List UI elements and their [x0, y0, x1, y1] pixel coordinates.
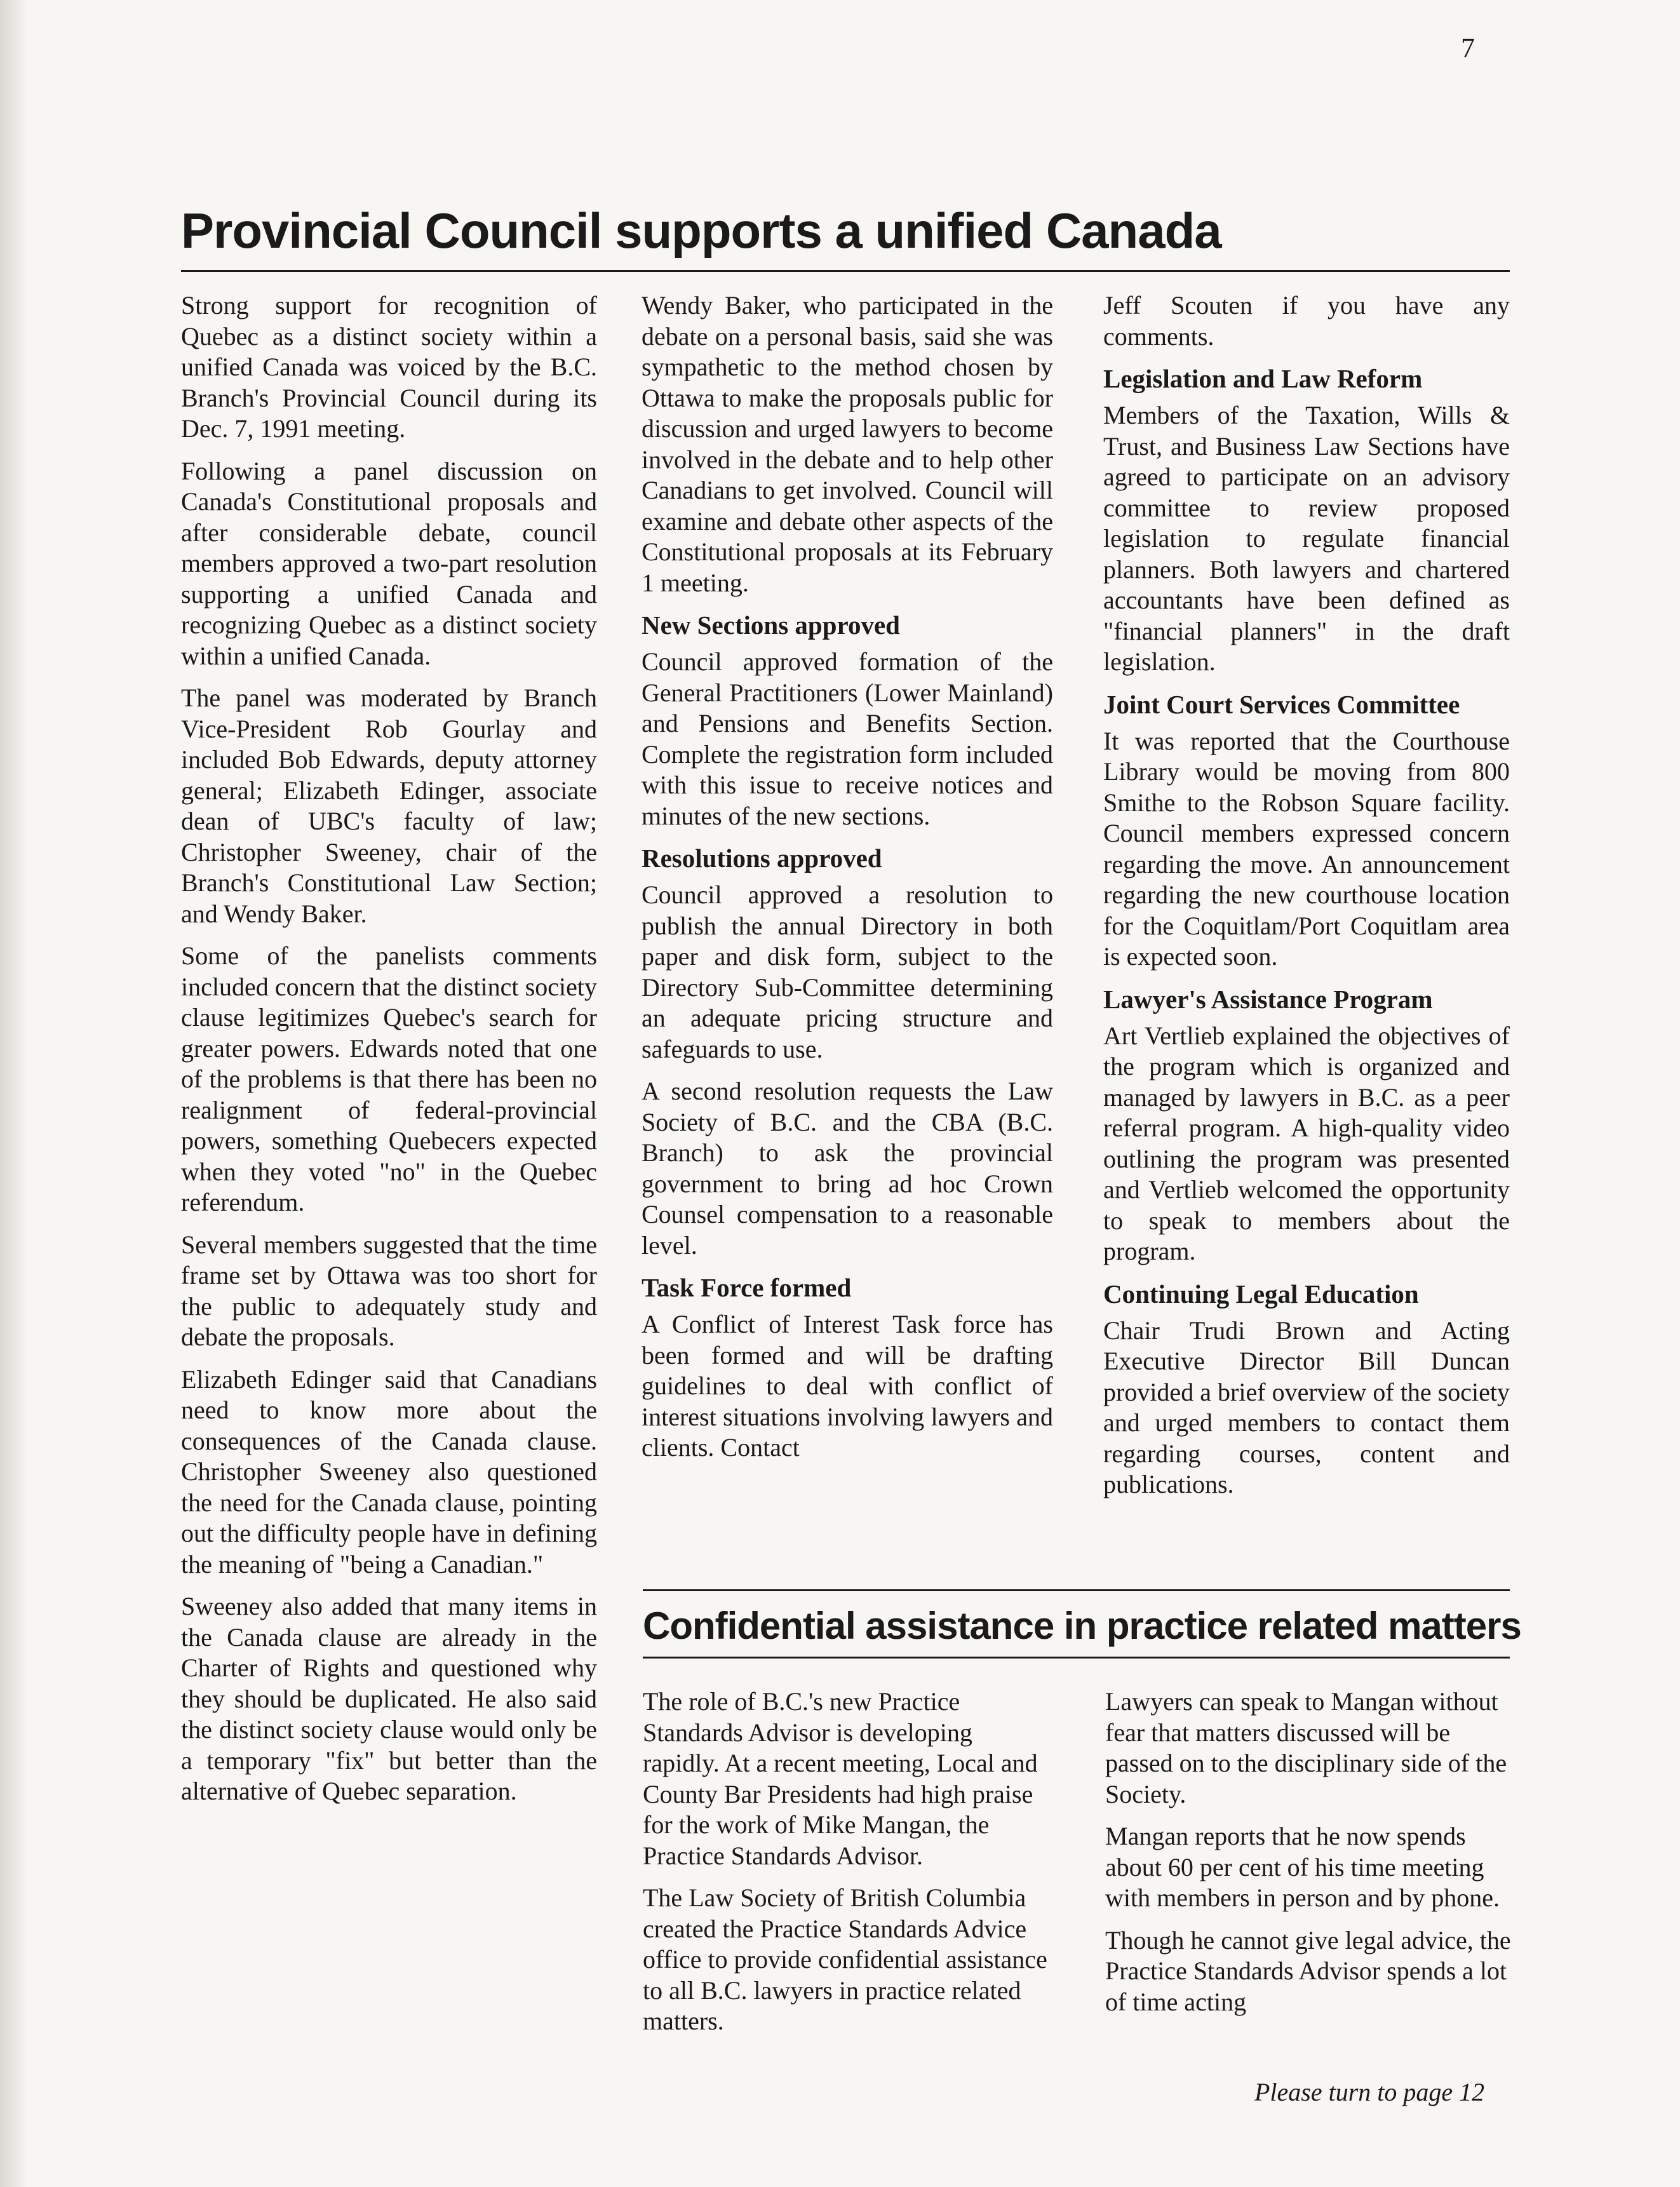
paragraph: Council approved a resolution to publish the annual Directory in both paper and disk form, subject to the Directory Sub-Committee determining an adequate pricing structure and safeguards to use.	[642, 880, 1053, 1063]
paragraph: Following a panel discussion on Canada's Constitutional proposals and after considerable debate, council members approved a two-part resolution supporting a unified Canada and recognizing Quebec as a distinct society within a unified Canada.	[181, 456, 597, 670]
article-column-1	[181, 290, 597, 1819]
paragraph: The Law Society of British Columbia created the Practice Standards Advice office to provide confidential assistance to all B.C. lawyers in practice related matters.	[643, 1883, 1047, 2035]
section-heading: Lawyer's Assistance Program	[1103, 984, 1433, 1014]
headline-rule	[643, 1657, 1510, 1659]
paragraph: Wendy Baker, who participated in the debate on a personal basis, said she was sympathetic to the method chosen by Ottawa to make the proposals public for discussion and urged lawyers to become involved in the debate and to help other Canadians to get involved. Council will examine and debate other aspects of the Constitutional proposals at its February 1 meeting.	[642, 291, 1053, 597]
paragraph: Mangan reports that he now spends about 60 per cent of his time meeting with members in person and by phone.	[1105, 1822, 1500, 1912]
paragraph: Some of the panelists comments included concern that the distinct society clause legitimizes Quebec's search for greater powers. Edwards noted that one of the problems is that there has been no realignment of federal-provincial powers, something Quebecers expected when they voted "no" in the Quebec referendum.	[181, 941, 597, 1216]
paragraph: Council approved formation of the General Practitioners (Lower Mainland) and Pensions and Benefits Section. Complete the registration form included with this issue to receive notices and minutes of the new sections.	[642, 647, 1053, 830]
page-bleed-edge	[0, 0, 25, 2187]
section-heading: Task Force formed	[642, 1273, 852, 1302]
page-number: 7	[1461, 32, 1475, 64]
paragraph: It was reported that the Courthouse Library would be moving from 800 Smithe to the Robson Square facility. Council members expressed concern regarding the move. An announcement regarding the new courthouse location for the Coquitlam/Port Coquitlam area is expected soon.	[1103, 726, 1510, 971]
paragraph: The panel was moderated by Branch Vice-President Rob Gourlay and included Bob Edwards, deputy attorney general; Elizabeth Edinger, associate dean of UBC's faculty of law; Christopher Sweeney, chair of the Branch's Constitutional Law Section; and Wendy Baker.	[181, 683, 597, 928]
paragraph: Elizabeth Edinger said that Canadians need to know more about the consequences of the Canada clause. Christopher Sweeney also questioned the need for the Canada clause, pointing out the difficulty people have in defining the meaning of "being a Canadian."	[181, 1364, 597, 1578]
paragraph: Though he cannot give legal advice, the Practice Standards Advisor spends a lot of time acting	[1105, 1925, 1511, 2016]
headline-rule	[181, 270, 1510, 272]
section-divider-rule	[643, 1589, 1510, 1591]
paragraph: A Conflict of Interest Task force has been formed and will be drafting guidelines to deal with conflict of interest situations involving lawyers and clients. Contact	[642, 1310, 1053, 1462]
article-headline: Provincial Council supports a unified Canada	[181, 203, 1221, 259]
article-column-3	[1103, 290, 1510, 1512]
section-heading: Joint Court Services Committee	[1103, 689, 1460, 719]
article-column-2	[642, 290, 1053, 1475]
paragraph: Sweeney also added that many items in the Canada clause are already in the Charter of Rights and questioned why they should be duplicated. He also said the distinct society clause would only be a temporary "fix" but better than the alternative of Quebec separation.	[181, 1592, 597, 1805]
article-column-4	[643, 1686, 1054, 2049]
paragraph: Art Vertlieb explained the objectives of the program which is organized and managed by lawyers in B.C. as a peer referral program. A high-quality video outlining the program was presented and Vertlieb welcomed the opportunity to speak to members about the program.	[1103, 1021, 1510, 1265]
section-heading: Legislation and Law Reform	[1103, 364, 1423, 393]
paragraph: Members of the Taxation, Wills & Trust, and Business Law Sections have agreed to participate on an advisory committee to review proposed legislation to regulate financial planners. Both lawyers and chartered accountants have been defined as "financial planners" in the draft legislation.	[1103, 401, 1510, 676]
paragraph: The role of B.C.'s new Practice Standards Advisor is developing rapidly. At a recent meeting, Local and County Bar Presidents had high praise for the work of Mike Mangan, the Practice Standards Advisor.	[643, 1687, 1038, 1870]
section-heading: Resolutions approved	[642, 844, 882, 873]
article-headline: Confidential assistance in practice related matters	[643, 1605, 1521, 1647]
section-heading: Continuing Legal Education	[1103, 1279, 1419, 1309]
paragraph: Several members suggested that the time frame set by Ottawa was too short for the public to adequately study and debate the proposals.	[181, 1230, 597, 1351]
paragraph: Strong support for recognition of Quebec as a distinct society within a unified Canada was voiced by the B.C. Branch's Provincial Council during its Dec. 7, 1991 meeting.	[181, 291, 597, 443]
paragraph: Jeff Scouten if you have any comments.	[1103, 291, 1510, 351]
paragraph: Chair Trudi Brown and Acting Executive Director Bill Duncan provided a brief overview of the society and urged members to contact them regarding courses, content and publications.	[1103, 1316, 1510, 1498]
paragraph: A second resolution requests the Law Society of B.C. and the CBA (B.C. Branch) to ask the provincial government to bring ad hoc Crown Counsel compensation to a reasonable level.	[642, 1077, 1053, 1260]
article-column-5	[1105, 1686, 1512, 2029]
paragraph: Lawyers can speak to Mangan without fear that matters discussed will be passed on to the disciplinary side of the Society.	[1105, 1687, 1507, 1808]
section-heading: New Sections approved	[642, 610, 900, 640]
continued-on-page-note: Please turn to page 12	[1254, 2078, 1485, 2106]
